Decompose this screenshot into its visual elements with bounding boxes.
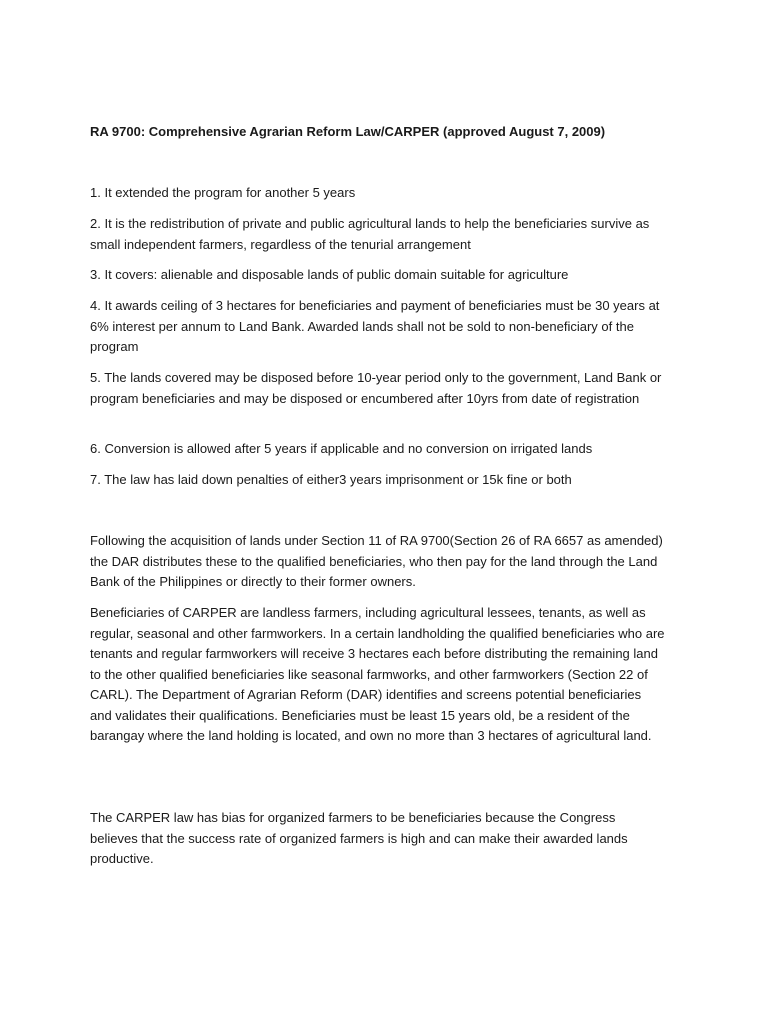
list-item: 5. The lands covered may be disposed before 10-year period only to the government, Land Bank or program beneficiaries and may be disposed or encumbered after 10yrs from date of registration	[90, 370, 662, 406]
list-item: 6. Conversion is allowed after 5 years if applicable and no conversion on irrigated lands	[90, 441, 593, 456]
list-item: 3. It covers: alienable and disposable lands of public domain suitable for agriculture	[90, 267, 569, 282]
list-item: 1. It extended the program for another 5 years	[90, 185, 356, 200]
body-paragraph: Beneficiaries of CARPER are landless farmers, including agricultural lessees, tenants, as well as regular, seasonal and other farmworkers. In a certain landholding the qualified beneficiaries who are tenants and regular farmworkers will receive 3 hectares each before distributing the remaining land to the other qualified beneficiaries like seasonal farmworks, and other farmworkers (Section 22 of CARL). The Department of Agrarian Reform (DAR) identifies and screens potential beneficiaries and validates their qualifications. Beneficiaries must be least 15 years old, be a resident of the barangay where the land holding is located, and own no more than 3 hectares of agricultural land.	[90, 605, 665, 743]
document-page	[90, 0, 670, 1024]
list-item: 4. It awards ceiling of 3 hectares for beneficiaries and payment of beneficiaries must be 30 years at 6% interest per annum to Land Bank. Awarded lands shall not be sold to non-beneficiary of the program	[90, 298, 660, 354]
list-item: 2. It is the redistribution of private and public agricultural lands to help the beneficiaries survive as small independent farmers, regardless of the tenurial arrangement	[90, 216, 650, 252]
body-paragraph: Following the acquisition of lands under Section 11 of RA 9700(Section 26 of RA 6657 as amended) the DAR distributes these to the qualified beneficiaries, who then pay for the land through the Land Bank of the Philippines or directly to their former owners.	[90, 533, 663, 589]
body-paragraph: The CARPER law has bias for organized farmers to be beneficiaries because the Congress believes that the success rate of organized farmers is high and can make their awarded lands productive.	[90, 810, 628, 866]
list-item: 7. The law has laid down penalties of either3 years imprisonment or 15k fine or both	[90, 472, 572, 487]
document-title: RA 9700: Comprehensive Agrarian Reform Law/CARPER (approved August 7, 2009)	[90, 124, 606, 139]
